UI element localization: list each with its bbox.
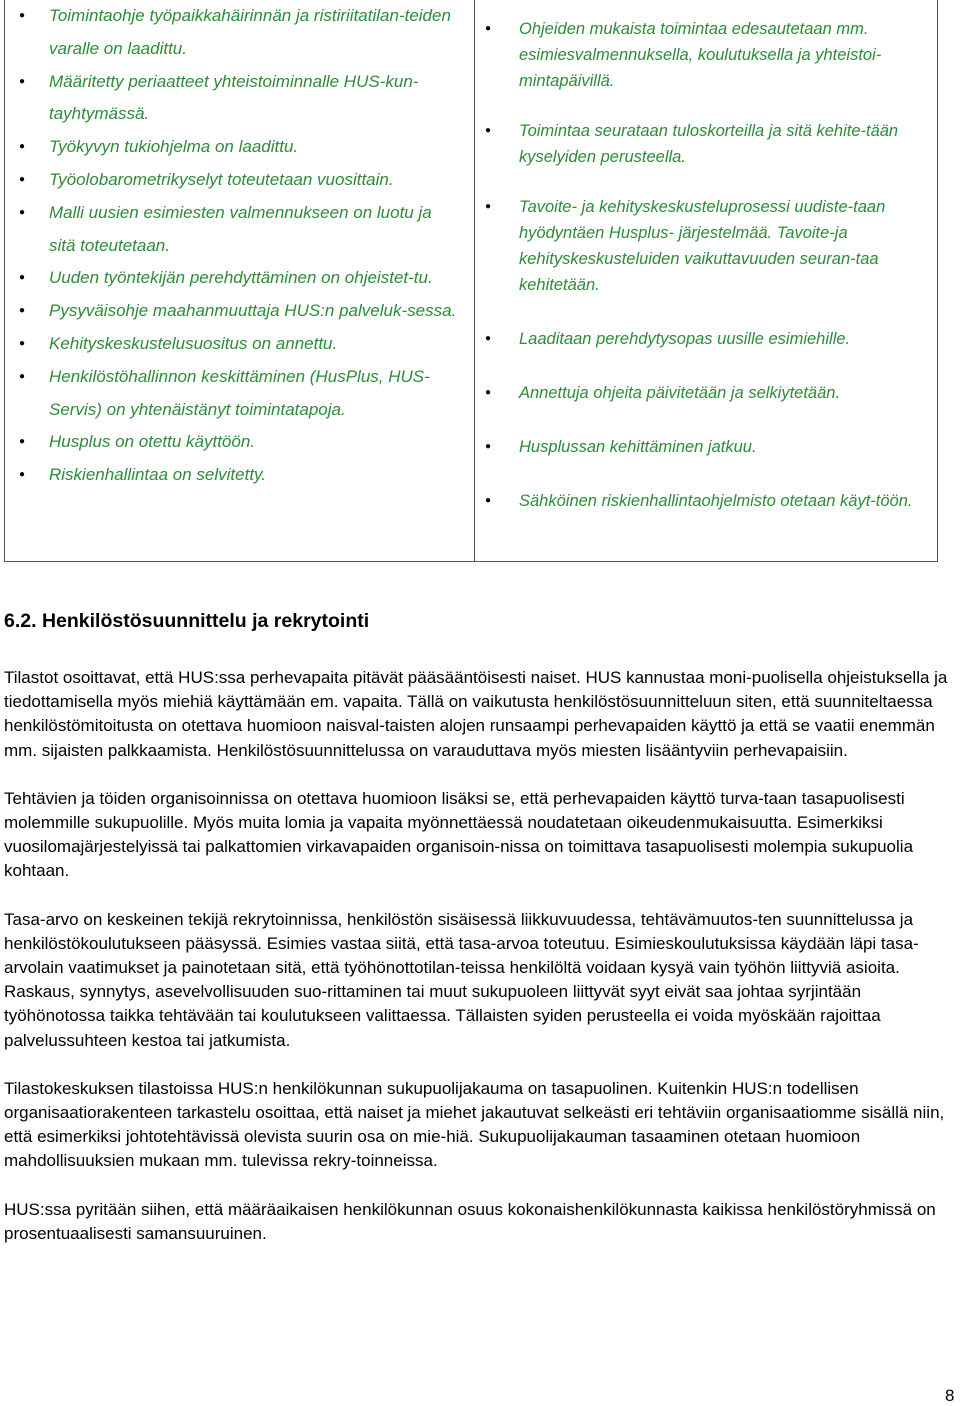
- paragraph: Tilastokeskuksen tilastoissa HUS:n henkilökunnan sukupuolijakauma on tasapuolinen. Kuitenkin HUS:n todellisen organisaatiorakenteen tarkastelu osoittaa, että naiset ja miehet jakautuvat selkeästi eri tehtäviin organisaatiomme sisällä niin, että esimerkiksi johtotehtävissä olevista suurin osa on mie-hiä. Sukupuolijakauman tasaaminen otetaan huomioon mahdollisuuksien mukaan mm. tulevissa rekry-toinneissa.: [4, 1078, 945, 1171]
- section-title: Henkilöstösuunnittelu ja rekrytointi: [41, 610, 370, 632]
- list-item: ● Pysyväisohje maahanmuuttaja HUS:n palveluk-sessa.: [19, 295, 459, 328]
- bullet-icon: ●: [19, 436, 26, 448]
- list-item: ● Kehityskeskustelusuositus on annettu.: [19, 328, 459, 361]
- bullet-icon: ●: [19, 141, 26, 153]
- paragraph: Tilastot osoittavat, että HUS:ssa perhevapaita pitävät pääsääntöisesti naiset. HUS kannustaa moni-puolisella ohjeistuksella ja tiedottamisella myös miehiä käyttämään em. vapaita. Tällä on vaikutusta henkilöstösuunnitteluun siten, että suunniteltaessa henkilöstömitoitusta on otettava huomioon naisval-taisten alojen runsaampi perhevapaiden käyttö ja että se vaatii enemmän mm. sijaisten palkkaamista. Henkilöstösuunnittelussa on varauduttava myös miesten lisääntyviin perhevapaisiin.: [4, 668, 948, 760]
- list-item: ● Toimintaa seurataan tuloskorteilla ja sitä kehite-tään kyselyiden perusteella.: [485, 118, 935, 170]
- list-item: ● Määritetty periaatteet yhteistoiminnalle HUS-kun-tayhtymässä.: [19, 66, 459, 132]
- section-number: 6.2.: [4, 610, 37, 632]
- column-divider: [474, 0, 475, 562]
- bullet-icon: ●: [19, 10, 26, 21]
- bullet-icon: ●: [485, 333, 492, 344]
- list-item: ● Sähköinen riskienhallintaohjelmisto otetaan käyt-töön.: [485, 488, 935, 514]
- paragraph: HUS:ssa pyritään siihen, että määräaikaisen henkilökunnan osuus kokonaishenkilökunnasta kaikissa henkilöstöryhmissä on prosentuaalisesti samansuuruinen.: [4, 1199, 936, 1243]
- paragraph: Tehtävien ja töiden organisoinnissa on otettava huomioon lisäksi se, että perhevapaiden käyttö turva-taan tasapuolisesti molemmille sukupuolille. Myös muita lomia ja vapaita myönnettäessä noudatetaan oikeudenmukaisuutta. Esimerkiksi vuosilomajärjestelyissä tai palkattomien virkavapaiden organisoin-nissa on toimittava tasapuolisesti molempia sukupuolia kohtaan.: [4, 788, 914, 881]
- bullet-icon: ●: [485, 23, 492, 34]
- bullet-icon: ●: [19, 206, 26, 218]
- bullet-icon: ●: [19, 173, 26, 185]
- list-item: ● Malli uusien esimiesten valmennukseen on luotu ja sitä toteutetaan.: [19, 197, 459, 263]
- right-list: [485, 16, 935, 514]
- bullet-icon: ●: [19, 469, 26, 481]
- page-number: 8: [945, 1386, 955, 1405]
- bullet-icon: ●: [19, 75, 26, 87]
- bullet-icon: ●: [485, 441, 492, 452]
- bullet-icon: ●: [485, 387, 492, 398]
- list-item: ● Tavoite- ja kehityskeskusteluprosessi uudiste-taan hyödyntäen Husplus- järjestelmää. Tavoite-ja kehityskeskusteluiden vaikuttavuuden seuran-taa kehitetään.: [485, 194, 935, 298]
- list-item: ● Henkilöstöhallinnon keskittäminen (HusPlus, HUS-Servis) on yhtenäistänyt toimintatapoja.: [19, 361, 459, 427]
- bullet-icon: ●: [19, 305, 26, 317]
- measures-table: [4, 0, 938, 562]
- list-item: ● Toimintaohje työpaikkahäirinnän ja ristiriitatilan-teiden varalle on laadittu.: [19, 0, 459, 66]
- bullet-icon: ●: [485, 125, 492, 136]
- list-item: ● Riskienhallintaa on selvitetty.: [19, 459, 459, 492]
- right-column: [485, 16, 935, 514]
- bullet-icon: ●: [19, 272, 26, 284]
- body-text: [4, 666, 954, 1270]
- bullet-icon: ●: [485, 201, 492, 212]
- paragraph: Tasa-arvo on keskeinen tekijä rekrytoinnissa, henkilöstön sisäisessä liikkuvuudessa, tehtävämuutos-ten suunnittelussa ja henkilöstökoulutukseen pääsyssä. Esimies vastaa siitä, että tasa-arvoa toteutuu. Esimieskoulutuksissa käydään läpi tasa-arvolain vaatimukset ja painotetaan sitä, että työhönottotilan-teissa henkilöltä voidaan kysyä vain työhön liittyviä asioita. Raskaus, synnytys, asevelvollisuuden suo-rittaminen tai muut sukupuoleen liittyvät syyt eivät saa johtaa syrjintään työhönotossa taikka tehtävään tai koulutukseen valittaessa. Tällaisten syiden perusteella ei voida myöskään rajoittaa palvelussuhteen kestoa tai jatkumista.: [4, 909, 919, 1050]
- list-item: ● Ohjeiden mukaista toimintaa edesautetaan mm. esimiesvalmennuksella, koulutuksella ja yhteistoi-mintapäivillä.: [485, 16, 935, 94]
- left-column: [19, 0, 459, 492]
- list-item: ● Työkyvyn tukiohjelma on laadittu.: [19, 131, 459, 164]
- list-item: ● Husplussan kehittäminen jatkuu.: [485, 434, 935, 460]
- list-item: ● Husplus on otettu käyttöön.: [19, 426, 459, 459]
- section-heading: [4, 610, 369, 633]
- list-item: ● Laaditaan perehdytysopas uusille esimiehille.: [485, 326, 935, 352]
- left-list: [19, 0, 459, 492]
- list-item: ● Uuden työntekijän perehdyttäminen on ohjeistet-tu.: [19, 262, 459, 295]
- bullet-icon: ●: [485, 495, 492, 506]
- bullet-icon: ●: [19, 370, 26, 382]
- list-item: ● Työolobarometrikyselyt toteutetaan vuosittain.: [19, 164, 459, 197]
- bullet-icon: ●: [19, 337, 26, 349]
- list-item: ● Annettuja ohjeita päivitetään ja selkiytetään.: [485, 380, 935, 406]
